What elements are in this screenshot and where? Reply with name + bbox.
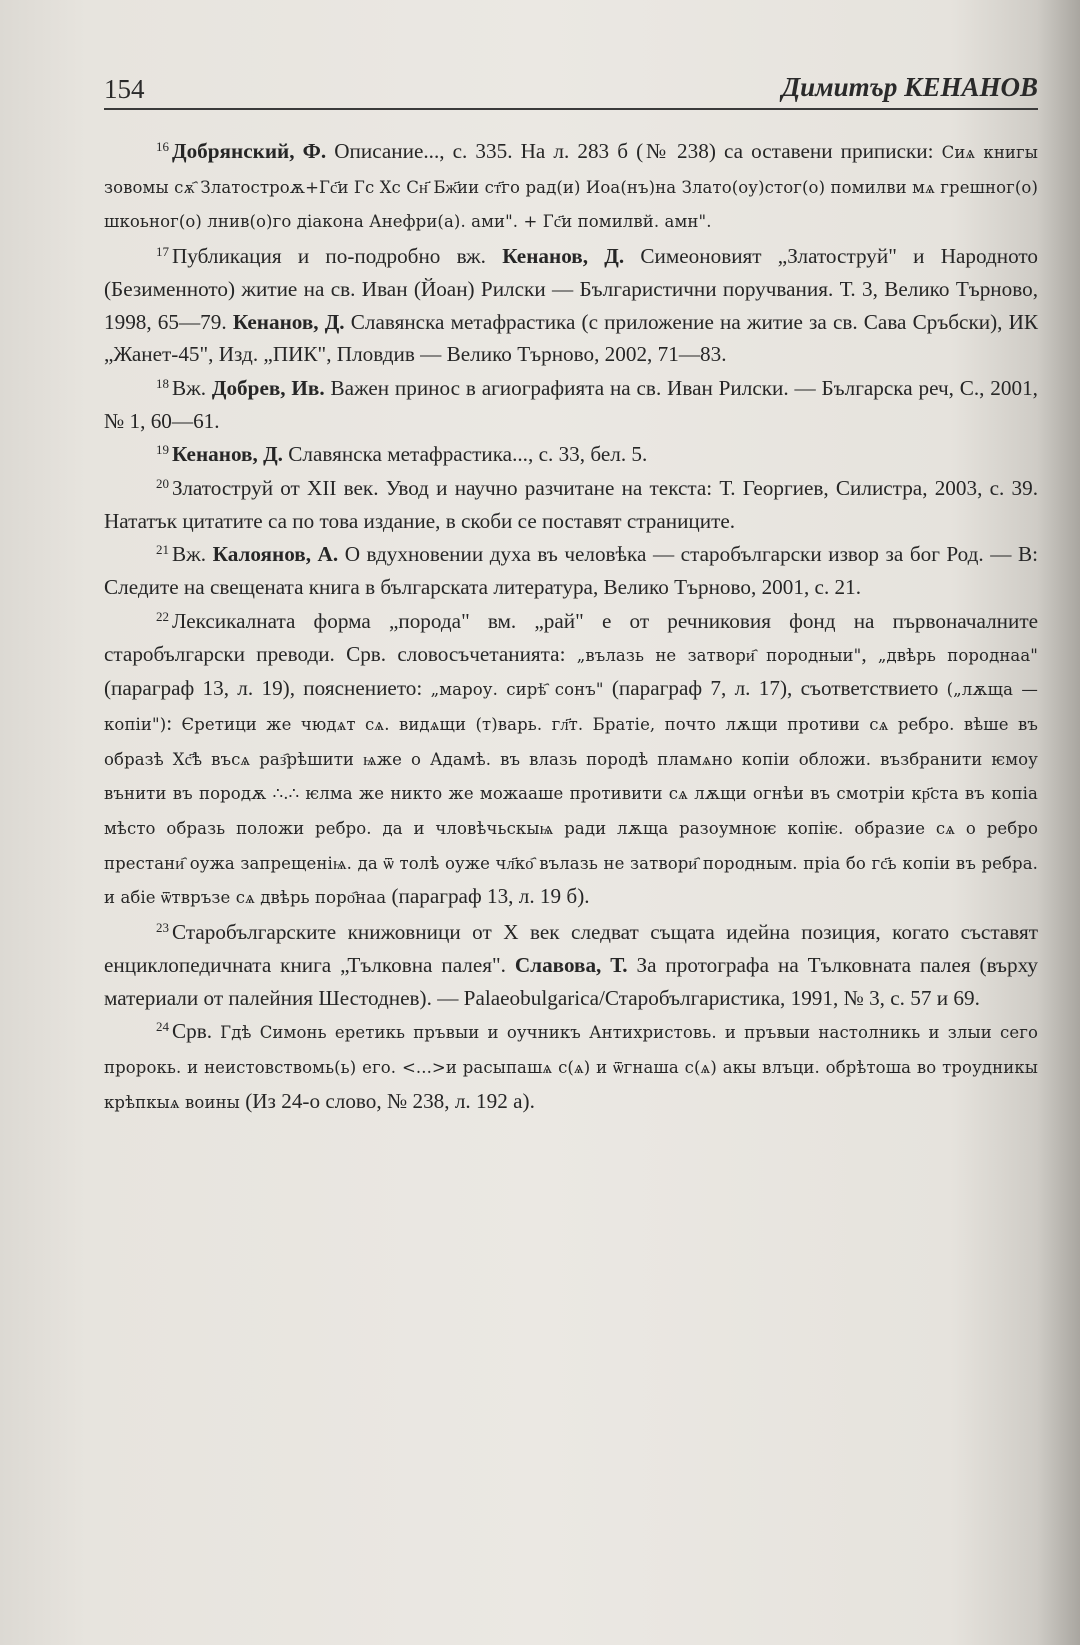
footnotes [104, 135, 1038, 1120]
footnote-number: 24 [156, 1019, 169, 1035]
footnote-text: Важен принос в агиографията на св. Иван Рилски. — Българска реч, С., 2001, № 1, 60—61. [104, 375, 1038, 433]
footnote-number: 18 [156, 375, 169, 391]
page-number: 154 [104, 74, 145, 104]
footnote-text: , [861, 641, 878, 666]
footnote-text: Публикация и по-подробно вж. [172, 244, 503, 269]
old-slavonic-quote: Сиѧ книгы зовомы сѫ҄ Златостроѫ+Гс҃и Гс Хс Сн҃ Бж҃ии ст҃го рад(и) Иоа(нъ)на Злато(оу)стог(о) помилви мѧ грешног(о) шкоьног(о) лнив(о)го дiакона Анефри(а). ами". + Гс҃и помилвй. амн". [104, 143, 1038, 232]
author-name: Добрев, Ив. [211, 375, 325, 400]
old-slavonic-quote: Єретици же чюдѧт сѧ. видѧщи (т)варь. гл҃т. Братiе, почто лѫщи противи сѧ ребро. вѣше въ образѣ Хс҃ѣ въсѧ раз҄рѣшити ѩже о Адамѣ. въ влазь породѣ пламѧно копiи обложи. възбранити ѥмоу вънити въ породѫ ∴.∴ ѥлма же никто же можааше противити сѧ лѫщи огнѣи въ смотрiи кр҃ста въ копiа мѣсто образь положи ребро. да и чловѣчьскыѩ ради лѫща разоумноѥ копiѥ. образие сѧ о ребро престани҄ оужа запрещенiѩ. да ѿ толѣ оуже чл҃ко҄ вълазь не затвори҄ породным. прiа бо гс҃ь копiи въ ребра. и абiе ѿтвръзе сѧ двѣрь поро҄наа [104, 714, 1038, 908]
footnote-text: Срв. [172, 1019, 221, 1044]
footnote-22 [104, 605, 1038, 915]
footnote-23 [104, 916, 1038, 1014]
footnote-number: 22 [156, 608, 169, 624]
footnote-text: Лексикалната форма „порода" вм. „рай" е от речниковия фонд на първоначалните старобългарски преводи. Срв. словосъчетанията: [104, 608, 1038, 666]
old-slavonic-quote: „двѣрь породнаа" [877, 645, 1038, 665]
footnote-text: Описание..., с. 335. На л. 283 б (№ 238) са оставени приписки: [326, 139, 942, 163]
footnote-24 [104, 1015, 1038, 1119]
running-header [104, 72, 1038, 110]
footnote-text: Вж. [172, 542, 213, 567]
footnote-21 [104, 538, 1038, 603]
footnote-number: 16 [156, 139, 169, 154]
footnote-text: (параграф 7, л. 17), съответствието [603, 676, 947, 701]
footnote-text: Златоструй от XII век. Увод и научно разчитане на текста: Т. Георгиев, Силистра, 2003, с. 39. Нататък цитатите са по това издание, в скоби се поставят страниците. [104, 476, 1038, 533]
footnote-17 [104, 240, 1038, 371]
footnote-19 [104, 438, 1038, 471]
footnote-text: О вдухновении духа въ человѣка — старобългарски извор за бог Род. — В: Следите на свещената книга в българската литература, Велико Търново, 2001, с. 21. [104, 542, 1038, 600]
footnote-text: : [166, 710, 182, 735]
footnote-number: 19 [156, 442, 169, 458]
author-name: Кенанов, Д. [172, 442, 283, 467]
footnote-text: Старобългарските книжовници от X век следват същата идейна позиция, когато съставят енциклопедичната книга „Тълковна палея". [104, 920, 1038, 977]
running-head-author: Димитър КЕНАНОВ [781, 72, 1038, 102]
footnote-text: (параграф 13, л. 19), пояснението: [104, 676, 431, 701]
author-name: Добрянский, Ф. [172, 139, 327, 163]
author-name: Кенанов, Д. [232, 309, 345, 334]
old-slavonic-quote: Гдѣ Симонь еретикь пръвыи и оучникъ Антихристовь. и пръвыи настолникь и злыи сего пророкь. и неистовствомь(ь) его. <...>и расыпашѧ с(ѧ) и ѿгнаша с(ѧ) акы влъци. обрѣтоша во троудникы крѣпкыѧ воины [104, 1023, 1038, 1112]
author-name: Славова, Т. [514, 952, 628, 977]
footnote-18 [104, 372, 1038, 437]
footnote-number: 21 [156, 542, 169, 558]
footnote-number: 23 [156, 920, 169, 936]
footnote-number: 20 [156, 476, 169, 492]
footnote-text: Славянска метафрастика..., с. 33, бел. 5. [282, 442, 648, 467]
footnote-number: 17 [156, 244, 169, 260]
footnote-text: Вж. [172, 375, 212, 400]
footnote-text: (Из 24-о слово, № 238, л. 192 а). [239, 1088, 535, 1113]
footnote-text: (параграф 13, л. 19 б). [386, 884, 590, 909]
old-slavonic-quote: „вълазь не затвори҄ породныи" [576, 645, 862, 665]
footnote-text: Славянска метафрастика (с приложение на житие за св. Сава Сръбски), ИК „Жанет-45", Изд. „ПИК", Пловдив — Велико Търново, 2002, 71—83. [104, 309, 1039, 367]
footnote-20 [104, 472, 1038, 537]
old-slavonic-quote: „мароу. сирѣ҄ сонъ" [430, 680, 604, 700]
old-slavonic-quote: („лѫща — копiи") [104, 680, 1038, 734]
footnote-text: За протографа на Тълковната палея (върху материали от палейния Шестоднев). — Palaeobulgarica/Старобългаристика, 1991, № 3, с. 57 и 69. [104, 952, 1038, 1010]
author-name: Кенанов, Д. [502, 244, 625, 269]
author-name: Калоянов, А. [212, 542, 339, 567]
footnote-16 [104, 135, 1038, 239]
footnote-text: Симеоновият „Златоструй" и Народното (Безименното) житие на св. Иван (Йоан) Рилски — Българистични поручвания. Т. 3, Велико Търново, 1998, 65—79. [104, 244, 1038, 334]
